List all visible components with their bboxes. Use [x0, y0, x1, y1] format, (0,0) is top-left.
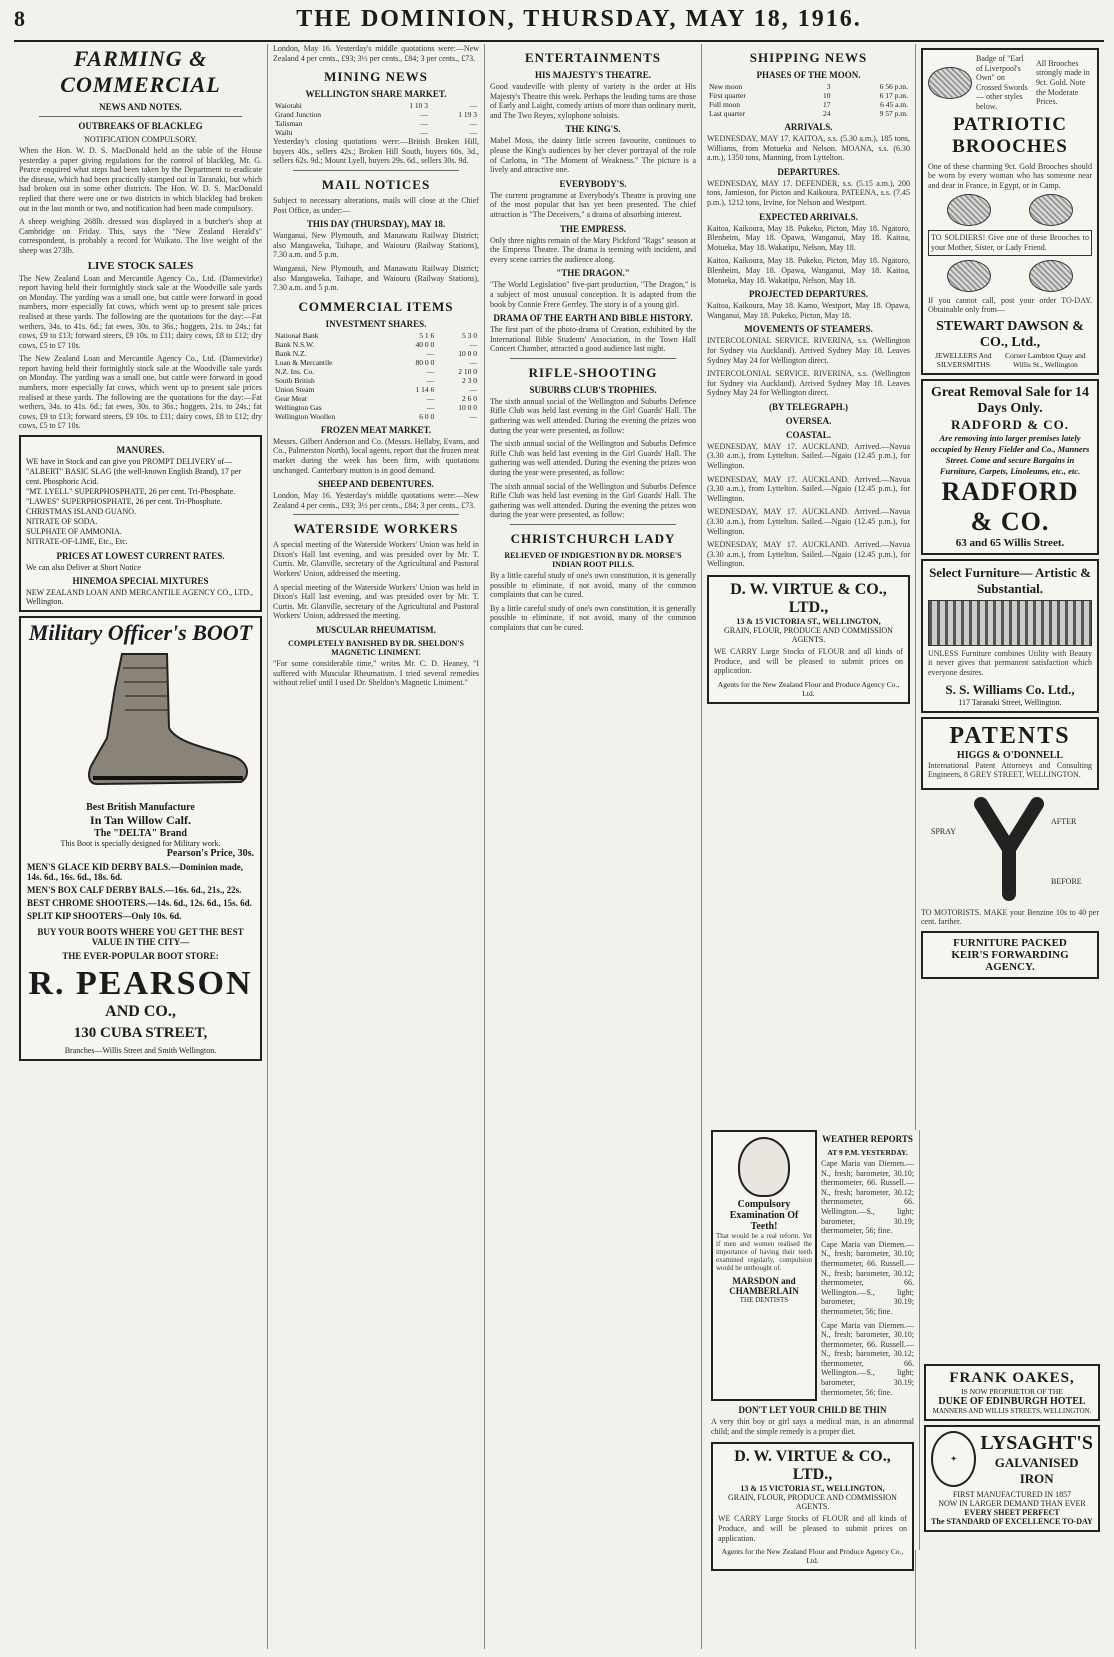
departures-heading: DEPARTURES.: [777, 166, 840, 177]
livestock-heading: LIVE STOCK SALES: [87, 259, 194, 272]
lysaght-galvanised: GALVANISED: [994, 1454, 1079, 1470]
boot-line: BEST CHROME SHOOTERS.—14s. 6d., 12s. 6d., 15s. 6d.: [27, 898, 252, 909]
divider: [510, 358, 676, 359]
marsden-sub: THE DENTISTS: [739, 1296, 789, 1304]
coastal-heading: COASTAL.: [785, 429, 832, 440]
cell: 2 6 0: [462, 393, 477, 403]
lysaght-line: EVERY SHEET PERFECT: [964, 1508, 1060, 1517]
waterside-article: A special meeting of the Waterside Workers' Union was held in Dixon's Hall last evening, and was presided over by Mr. T. Curtis. Mr. Glanville, secretary of the Agricultural and Pastoral Workers' Union, addressed the meeting.: [273, 582, 479, 621]
virtue-address: 13 & 15 VICTORIA ST., WELLINGTON,: [736, 617, 881, 626]
brooch-icon: [947, 194, 991, 226]
radford-big-name: RADFORD & CO.: [941, 476, 1079, 536]
waterside-heading: WATERSIDE WORKERS: [293, 521, 459, 537]
lysaght-header: [931, 1431, 1093, 1487]
cell: Loan & Mercantile: [275, 357, 333, 367]
christchurch-article: By a little careful study of one's own constitution, it is generally possible to eliminate, if not avoid, many of the common complaints that can be cured.: [490, 571, 696, 600]
cell: South British: [275, 375, 315, 385]
brooch-icon: [1029, 194, 1073, 226]
rifle-article: The sixth annual social of the Wellington and Suburbs Defence Rifle Club was held last evening in the Girl Guards' Hall. The gathering was well attended. During the evening the prizes won during the year were presented, as follow:: [490, 481, 696, 520]
cell: 3: [826, 82, 831, 91]
virtue-advert: [707, 575, 910, 704]
divider: [293, 170, 459, 171]
cell: —: [426, 348, 435, 358]
departures-text: WEDNESDAY, MAY 17. DEFENDER, s.s. (5.15 a.m.), 200 tons, Jamieson, for Picton and Kaikoura. PATEENA, s.s. (7.45 p.m.), 1212 tons, Irvine, for Nelson and Westport.: [707, 178, 910, 207]
cell: Grand Junction: [275, 110, 322, 120]
boot-store: THE EVER-POPULAR BOOT STORE:: [62, 951, 219, 962]
cell: Waihi: [275, 128, 293, 138]
stewart-name: STEWART DAWSON & CO., Ltd.,: [936, 318, 1084, 350]
cell: 9 57 p.m.: [879, 109, 908, 118]
weather-text: Cape Maria van Diemen.—N., fresh; barometer, 30.10; thermometer, 66. Russell.—N., fresh; barometer, 30.12; thermometer, 66. Wellington.—S., light; barometer, 30.19; thermometer, 56; fine.: [821, 1320, 914, 1397]
cell: 80 0 0: [415, 357, 435, 367]
kings-heading: THE KING'S.: [565, 124, 621, 135]
keir-agency: KEIR'S FORWARDING AGENCY.: [951, 948, 1069, 973]
manures-heading: MANURES.: [116, 445, 165, 456]
patriotic-title: PATRIOTIC BROOCHES: [952, 113, 1068, 157]
boot-footer: BUY YOUR BOOTS WHERE YOU GET THE BEST VALUE IN THE CITY—: [37, 927, 244, 948]
mail-notices-heading: MAIL NOTICES: [321, 176, 431, 192]
cell: —: [469, 339, 477, 349]
soldiers-text: TO SOLDIERS! Give one of these Brooches to your Mother, Sister, or Lady Friend.: [928, 230, 1092, 255]
masthead: [14, 6, 1104, 42]
cell: 10 0 0: [458, 402, 477, 412]
newspaper-title: THE DOMINION, THURSDAY, MAY 18, 1916.: [296, 6, 862, 32]
virtue-name: D. W. VIRTUE & CO., LTD.,: [734, 1448, 891, 1484]
cell: 10: [822, 91, 831, 100]
thin-child-heading: DON'T LET YOUR CHILD BE THIN: [738, 1405, 887, 1416]
manure-item: "LAWES" SUPERPHOSPHATE, 26 per cent. Tri-Phosphate.: [26, 497, 223, 507]
table-row: [273, 331, 479, 340]
cell: —: [426, 402, 435, 412]
williams-address: 117 Taranaki Street, Wellington.: [958, 697, 1062, 707]
coastal-text: WEDNESDAY, MAY 17. AUCKLAND. Arrived.—Navua (3.30 a.m.), from Lyttelton. Sailed.—Ngaio (12.45 p.m.), for Wellington.: [707, 507, 910, 536]
mining-subheading: WELLINGTON SHARE MARKET.: [305, 89, 447, 100]
cell: Bank N.Z.: [275, 348, 307, 358]
weather-text: Cape Maria van Diemen.—N., fresh; barometer, 30.10; thermometer, 66. Russell.—N., fresh; barometer, 30.12; thermometer, 66. Wellington.—S., light; barometer, 30.19; thermometer, 56; fine.: [821, 1239, 914, 1316]
furniture-advert: [921, 559, 1099, 713]
manure-item: "ALBERT" BASIC SLAG (the well-known English Brand), 17 per cent. Phosphoric Acid.: [26, 467, 242, 487]
cell: 5 3 0: [462, 330, 477, 340]
radford-name: RADFORD & CO.: [950, 416, 1070, 432]
table-row: [273, 110, 479, 119]
dentist-advert: [711, 1130, 817, 1401]
patents-title: PATENTS: [949, 722, 1071, 749]
teeth-title: Compulsory Examination Of Teeth!: [729, 1199, 799, 1232]
cell: N.Z. Ins. Co.: [275, 366, 315, 376]
table-row: [707, 100, 910, 109]
boot-illustration: [27, 648, 254, 798]
spray-icon: [921, 794, 1097, 904]
virtue-trade: GRAIN, FLOUR, PRODUCE AND COMMISSION AGENTS.: [724, 626, 893, 644]
liverpool-badge-text: Badge of "Earl of Liverpool's Own" on Crossed Swords — other styles below.: [976, 54, 1028, 111]
debentures-article: London, May 16. Yesterday's middle quotations were:—New Zealand 4 per cents., £93; 3½ per cents., £84; 3 per cents., £73.: [273, 491, 479, 510]
rheumatism-subheading: COMPLETELY BANISHED BY DR. SHELDON'S MAGNETIC LINIMENT.: [288, 639, 464, 658]
frank-name: FRANK OAKES,: [949, 1370, 1075, 1386]
investment-subheading: INVESTMENT SHARES.: [325, 318, 427, 329]
christchurch-subheading: RELIEVED OF INDIGESTION BY DR. MORSE'S INDIAN ROOT PILLS.: [504, 551, 682, 569]
brooch-note: All Brooches strongly made in 9ct. Gold. Note the Moderate Prices.: [1036, 58, 1090, 107]
cell: 1 19 3: [458, 110, 477, 120]
everybodys-article: The current programme at Everybody's Theatre is proving one of the most popular that has yet been presented. The chief attraction is "The Deceivers," a drama of absorbing interest.: [490, 190, 696, 219]
oversea-heading: OVERSEA.: [785, 415, 832, 426]
movements-heading: MOVEMENTS OF STEAMERS.: [744, 324, 873, 335]
table-row: [273, 349, 479, 358]
lysaght-name: LYSAGHT'S: [980, 1431, 1093, 1454]
frank-oakes-advert: [924, 1364, 1100, 1421]
table-row: [273, 412, 479, 421]
patents-firm: HIGGS & O'DONNELL: [956, 749, 1064, 761]
table-row: [707, 109, 910, 118]
bank-article: London, May 16. Yesterday's middle quotations were:—New Zealand 4 per cents., £93; 3½ per cents., £84; 3 per cents., £73.: [273, 44, 479, 63]
cell: —: [469, 411, 477, 421]
boot-line: Best British Manufacture: [86, 802, 195, 814]
cell: 10 0 0: [458, 348, 477, 358]
weather-column: [821, 1130, 914, 1401]
military-boot-title: Military Officer's BOOT: [28, 620, 253, 646]
dragon-article: "The World Legislation" five-part production, "The Dragon," is a subject of most unusual conception. It is adapted from the book by Connie Frere Gerrley. The story is of a young girl.: [490, 280, 696, 309]
cell: Talisman: [275, 119, 303, 129]
cell: 6 56 p.m.: [879, 82, 908, 91]
arrivals-text: WEDNESDAY, MAY 17. KAITOA, s.s. (5.30 a.m.), 185 tons, Williams, from Motueka and Nelson. MOANA, s.s. (6.30 a.m.), 1350 tons, Manning, from Lyttelton.: [707, 134, 910, 163]
boot-line: MEN'S BOX CALF DERBY BALS.—16s. 6d., 21s., 22s.: [27, 885, 242, 896]
radford-advert: [921, 379, 1099, 555]
patents-text: International Patent Attorneys and Consulting Engineers, 8 GREY STREET, WELLINGTON.: [928, 760, 1092, 780]
cell: Wellington Gas: [275, 402, 322, 412]
patents-advert: [921, 717, 1099, 790]
pearson-name: R. PEARSON: [28, 965, 253, 1003]
brooch-icon: [947, 260, 991, 292]
waterside-article: A special meeting of the Waterside Workers' Union was held in Dixon's Hall last evening, and was presided over by Mr. T. Curtis. Mr. Glanville, secretary of the Agricultural and Pastoral Workers' Union, addressed the meeting.: [273, 540, 479, 579]
empress-article: Only three nights remain of the Mary Pickford "Rags" season at the Empress Theatre. The drama is teeming with incident, and every scene carries the audience along.: [490, 235, 696, 264]
pearson-branches: Branches—Willis Street and Smith Wellington.: [64, 1046, 217, 1056]
cell: Gear Meat: [275, 393, 307, 403]
manure-item: NITRATE-OF-LIME, Etc., Etc.: [26, 537, 128, 547]
lysaght-iron: IRON: [1019, 1470, 1054, 1486]
cell: 2 10 0: [458, 366, 477, 376]
pearson-and: AND CO.,: [105, 1003, 176, 1021]
table-row: [273, 367, 479, 376]
column-entertainments: [485, 44, 702, 1649]
cell: 6 0 0: [419, 411, 435, 421]
manure-item: NITRATE OF SODA.: [26, 517, 98, 527]
cell: —: [469, 357, 477, 367]
coastal-text: WEDNESDAY, MAY 17. AUCKLAND. Arrived.—Navua (3.30 a.m.), from Lyttelton. Sailed.—Ngaio (12.45 p.m.), for Wellington.: [707, 474, 910, 503]
marsden-name: MARSDON and CHAMBERLAIN: [729, 1276, 799, 1296]
teeth-weather-block: [706, 1130, 920, 1566]
cell: National Bank: [275, 330, 319, 340]
dragon-heading: "THE DRAGON.": [556, 268, 630, 279]
pearson-boot-advert: [19, 616, 262, 1061]
boot-line: MEN'S GLACE KID DERBY BALS.—Dominion made, 14s. 6d., 16s. 6d., 18s. 6d.: [27, 862, 243, 883]
table-row: [273, 403, 479, 412]
rheumatism-article: "For some considerable time," writes Mr. C. D. Heaney, "I suffered with Muscular Rheumatism. I tried several remedies without relief until I used Dr. Sheldon's Magnetic Liniment.": [273, 659, 479, 688]
mining-table: [273, 101, 479, 137]
cell: —: [469, 101, 477, 111]
boot-line: In Tan Willow Calf.: [90, 813, 191, 828]
cell: —: [469, 384, 477, 394]
lysaght-line: FIRST MANUFACTURED IN 1857: [952, 1490, 1072, 1499]
svg-text:SPRAY: SPRAY: [931, 826, 957, 836]
cell: Full moon: [709, 100, 741, 109]
frank-sub: IS NOW PROPRIETOR OF THE: [961, 1387, 1063, 1396]
divider: [510, 524, 676, 525]
cell: 6 45 a.m.: [880, 100, 908, 109]
boot-line: The "DELTA" Brand: [94, 828, 187, 840]
manure-item: SULPHATE OF AMMONIA.: [26, 527, 122, 537]
christchurch-article: By a little careful study of one's own constitution, it is generally possible to eliminate, if not avoid, many of the common complaints that can be cured.: [490, 603, 696, 632]
boot-price: Pearson's Price, 30s.: [166, 848, 254, 860]
column-farming: [14, 44, 268, 1649]
manure-item: "MT. LYELL" SUPERPHOSPHATE, 26 per cent. Tri-Phosphate.: [26, 487, 236, 497]
majesty-heading: HIS MAJESTY'S THEATRE.: [535, 70, 651, 80]
motorists-text: TO MOTORISTS. MAKE your Benzine 10s to 40 per cent. farther.: [921, 907, 1099, 927]
duke-name: DUKE OF EDINBURGH HOTEL: [938, 1396, 1086, 1407]
entertainments-heading: ENTERTAINMENTS: [524, 50, 662, 65]
movements-text: INTERCOLONIAL SERVICE. RIVERINA, s.s. (Wellington for Sydney via Auckland). Arrived Sydney May 18. Leaves Sydney May 24 for Wellington direct.: [707, 336, 910, 365]
virtue-advert-bottom: [711, 1442, 914, 1571]
teeth-text: That would be a real reform. Yet if men and women realised the importance of having their teeth examined regularly, compulsion would be unthought of.: [716, 1232, 812, 1272]
kings-article: Mabel Moss, the dainty little screen favourite, continues to please the King's audiences by her clever portrayal of the role of Carlotta, in "The Moment of Weakness." The picture is a lively and attractive one.: [490, 136, 696, 175]
cell: New moon: [709, 82, 743, 91]
spray-illustration: [921, 794, 1099, 904]
arrivals-heading: ARRIVALS.: [784, 122, 833, 132]
removal-title: Great Removal Sale for 14 Days Only.: [930, 384, 1090, 416]
farming-section-title: FARMING & COMMERCIAL: [60, 46, 221, 97]
thin-child-text: A very thin boy or girl says a medical man, is an abnormal child; and the simple remedy is a proper diet.: [711, 1417, 914, 1436]
table-row: [273, 340, 479, 349]
table-row: [273, 128, 479, 137]
virtue-text: WE CARRY Large Stocks of FLOUR and all kinds of Produce, and will be pleased to submit prices on application.: [714, 647, 903, 676]
patriotic-text: One of these charming 9ct. Gold Brooches should be worn by every woman who has someone near and dear in France, in Egypt, or in Camp.: [928, 161, 1092, 190]
furniture-illustration: [928, 600, 1092, 646]
projected-heading: PROJECTED DEPARTURES.: [748, 289, 869, 300]
teeth-weather-row: [711, 1130, 914, 1401]
coastal-text: WEDNESDAY, MAY 17. AUCKLAND. Arrived.—Navua (3.30 a.m.), from Lyttelton. Sailed.—Ngaio (12.45 p.m.), for Wellington.: [707, 540, 910, 569]
cell: —: [420, 119, 428, 129]
manures-list: [26, 457, 255, 547]
boot-line: This Boot is specially designed for Military work.: [60, 839, 221, 849]
brooch-icon: [928, 67, 972, 99]
frozen-meat-article: Messrs. Gilbert Anderson and Co. (Messrs. Hellaby, Evans, and Co., Palmerston North), local agents, report that the frozen meat market during the week has been firm, with quotations unchanged. Canterbury mutton is in good demand.: [273, 436, 479, 475]
rifle-heading: RIFLE-SHOOTING: [528, 364, 658, 380]
shipping-heading: SHIPPING NEWS: [749, 50, 868, 65]
cell: 2 3 0: [462, 375, 477, 385]
majesty-article: Good vaudeville with plenty of variety is the order at His Majesty's Theatre this week. Perhaps the leading turns are those of Early and Laight, comedy artists of more than ordinary merit, and The Two Reyes, xylophone soloists.: [490, 82, 696, 120]
column-commerce: [268, 44, 485, 1649]
manures-special: HINEMOA SPECIAL MIXTURES: [72, 576, 209, 587]
projected-text: Kaitoa, Kaikoura, May 18. Kamo, Westport, May 18. Opawa, Wanganui, May 18. Pukeko, Picton, May 18.: [707, 301, 910, 320]
moon-phases-heading: PHASES OF THE MOON.: [756, 70, 861, 80]
cell: First quarter: [709, 91, 746, 100]
boot-line: SPLIT KIP SHOOTERS—Only 10s. 6d.: [27, 911, 182, 922]
rifle-article: The sixth annual social of the Wellington and Suburbs Defence Rifle Club was held last evening in the Girl Guards' Hall. The gathering was well attended. During the evening the prizes won during the year were presented, as follow:: [490, 439, 696, 478]
cell: Last quarter: [709, 109, 746, 118]
empress-heading: THE EMPRESS.: [559, 223, 626, 234]
mail-day: THIS DAY (THURSDAY), MAY 18.: [306, 219, 446, 230]
stewart-info: [928, 351, 1092, 369]
mail-notices-intro: Subject to necessary alterations, mails will close at the Chief Post Office, as under:—: [273, 195, 479, 215]
drama-article: The first part of the photo-drama of Creation, exhibited by the International Bible Students' Association, in the Town Hall Concert Chamber, attracted a good audience last night.: [490, 325, 696, 354]
livestock-article-cont: The New Zealand Loan and Mercantile Agency Co., Ltd. (Dannevirke) report having held their fortnightly stock sale at the Woodville sale yards on Monday. The yarding was a small one, but cattle were forward in good numbers, more especially fat cows, which went up to present sale prices realised at these yards. The following are the quotations for the day:—Fat wethers, 34s. to 41s. 6d.; fat ewes, 30s. to 36s.; hoggets, 21s. to 24s.; fat cows, £9 to £13; forward steers, £9 10s. to £11; dairy cows, £8 to £12; dry cows, £5 to £7 10s.: [19, 354, 262, 431]
drama-heading: DRAMA OF THE EARTH AND BIBLE HISTORY.: [493, 313, 693, 324]
mail-notices-text: Wanganui, New Plymouth, and Manawatu Railway District; also Mangaweka, Taihape, and Waiouru (Railway Stations), 7.30 a.m. and 5 p.m.: [273, 263, 479, 293]
table-row: [273, 394, 479, 403]
weather-subheading: AT 9 P.M. YESTERDAY.: [827, 1148, 908, 1157]
lysaght-line: NOW IN LARGER DEMAND THAN EVER: [938, 1499, 1086, 1508]
table-row: [273, 101, 479, 110]
mining-heading: MINING NEWS: [324, 69, 428, 85]
weather-heading: WEATHER REPORTS: [822, 1134, 913, 1144]
expected-text: Kaitoa, Kaikoura, May 18. Pukeko, Picton, May 18. Ngatoro, Blenheim, May 18. Opawa, Wanganui, May 18. Kaitoa, Motueka, May 18. Wakatipu, Nelson, May 18.: [707, 223, 910, 252]
table-row: [273, 385, 479, 394]
boot-icon: [27, 648, 257, 798]
divider: [293, 514, 459, 515]
weather-text: Cape Maria van Diemen.—N., fresh; barometer, 30.10; thermometer, 66. Russell.—N., fresh; barometer, 30.12; thermometer, 66. Wellington.—S., light; barometer, 30.19; thermometer, 56; fine.: [821, 1159, 914, 1236]
cell: —: [469, 119, 477, 129]
manures-advert: [19, 435, 262, 612]
virtue-address: 13 & 15 VICTORIA ST., WELLINGTON,: [740, 1484, 885, 1494]
cell: Waiotahi: [275, 101, 302, 111]
page-number: 8: [14, 6, 25, 31]
cell: 40 0 0: [415, 339, 435, 349]
cell: —: [469, 128, 477, 138]
manures-prices: PRICES AT LOWEST CURRENT RATES.: [56, 551, 225, 562]
virtue-footer: Agents for the New Zealand Flour and Produce Agency Co., Ltd.: [721, 1547, 904, 1566]
lysaght-advert: [924, 1425, 1100, 1532]
blackleg-subheading: NOTIFICATION COMPULSORY.: [84, 135, 197, 144]
blackleg-heading: OUTBREAKS OF BLACKLEG: [78, 121, 203, 131]
expected-text: Kaitoa, Kaikoura, May 18. Pukeko, Picton, May 18. Ngatoro, Blenheim, May 18. Opawa, Wanganui, May 18. Kaitoa, Motueka, May 18. Wakatipu, Nelson, May 18.: [707, 256, 910, 285]
coastal-text: WEDNESDAY, MAY 17. AUCKLAND. Arrived.—Navua (3.30 a.m.), from Lyttelton. Sailed.—Ngaio (12.45 p.m.), for Wellington.: [707, 441, 910, 471]
cell: Union Steam: [275, 384, 315, 394]
brooch-gallery: [928, 194, 1092, 226]
commercial-heading: COMMERCIAL ITEMS: [298, 298, 454, 314]
brooch-icon: [1029, 260, 1073, 292]
mail-notices-text: Wanganui, New Plymouth, and Manawatu Railway District; also Mangaweka, Taihape, and Waiouru (Railway Stations), 7.30 a.m. and 5 p.m.: [273, 231, 479, 260]
cell: 24: [822, 109, 831, 118]
rifle-article: The sixth annual social of the Wellington and Suburbs Defence Rifle Club was held last evening in the Girl Guards' Hall. The gathering was well attended. During the evening the prizes won during the year were presented, as follow:: [490, 396, 696, 435]
radford-text: Are removing into larger premises lately occupied by Henry Fielder and Co., Manners Street. Come and secure Bargains in Furniture, Carpets, Linoleums, etc., etc.: [930, 432, 1090, 476]
hotel-iron-block: [920, 1360, 1104, 1650]
face-icon: [738, 1137, 790, 1197]
sheep-record-article: A sheep weighing 268lb. dressed was displayed in a butcher's shop at Cambridge on Friday. This, says the "New Zealand Herald's" correspondent, is probably a record for Waikato. The live weight of the sheep was 273lb.: [19, 217, 262, 255]
table-row: [273, 119, 479, 128]
cell: —: [426, 393, 435, 403]
divider: [39, 116, 242, 117]
furniture-packed-advert: [921, 931, 1099, 979]
cell: —: [420, 128, 428, 138]
manure-item: WE have in Stock and can give you PROMPT DELIVERY of—: [26, 457, 233, 467]
moon-phases-table: [707, 82, 910, 118]
virtue-footer: Agents for the New Zealand Flour and Produce Agency Co., Ltd.: [717, 679, 900, 698]
everybodys-heading: EVERYBODY'S.: [559, 178, 627, 189]
manures-also: We can also Deliver at Short Notice: [26, 563, 141, 573]
trade-mark-icon: ✦: [931, 1431, 976, 1487]
cell: 5 1 6: [419, 330, 435, 340]
radford-address: 63 and 65 Willis Street.: [955, 536, 1065, 549]
pearson-address: 130 CUBA STREET,: [73, 1025, 208, 1042]
svg-text:AFTER: AFTER: [1051, 816, 1077, 826]
svg-text:BEFORE: BEFORE: [1051, 876, 1082, 886]
manures-agency: NEW ZEALAND LOAN AND MERCANTILE AGENCY CO., LTD., Wellington.: [26, 588, 254, 607]
select-text: UNLESS Furniture combines Utility with Beauty it never gives that permanent satisfaction which everyone desires.: [928, 648, 1092, 677]
rifle-subheading: SUBURBS CLUB'S TROPHIES.: [529, 384, 657, 395]
blackleg-article: When the Hon. W. D. S. MacDonald held an the table of the House yesterday a paper giving regulations for the control of blackleg, Mr. G. Pearce enquired what steps had been taken by the Department to eradicate the disease, which had been practically stamped out in Taranaki, but which had broken out in some other districts. The Hon. W. D. S. MacDonald replied that there were one or two districts in which blackleg had broken out in the last month or two, and notification had been made compulsory.: [19, 146, 262, 213]
table-row: [707, 82, 910, 91]
virtue-trade: GRAIN, FLOUR, PRODUCE AND COMMISSION AGENTS.: [728, 1493, 897, 1512]
frozen-meat-heading: FROZEN MEAT MARKET.: [320, 424, 432, 435]
stewart-address: Corner Lambton Quay and Willis St., Wellington: [1005, 350, 1086, 369]
virtue-text: WE CARRY Large Stocks of FLOUR and all kinds of Produce, and will be pleased to submit prices on application.: [718, 1514, 907, 1543]
order-note: If you cannot call, post your order TO-DAY. Obtainable only from—: [928, 295, 1092, 315]
cell: 1 14 6: [415, 384, 435, 394]
cell: 1 10 3: [409, 101, 428, 111]
shares-table: [273, 331, 479, 421]
cell: —: [420, 110, 428, 120]
news-notes-title: NEWS AND NOTES.: [99, 102, 182, 112]
select-title: Select Furniture— Artistic & Substantial.: [929, 564, 1091, 596]
furniture-packed-title: FURNITURE PACKED: [953, 936, 1067, 949]
williams-name: S. S. Williams Co. Ltd.,: [945, 681, 1075, 697]
brooch-gallery: [928, 260, 1092, 292]
lysaght-line: The STANDARD OF EXCELLENCE TO-DAY: [931, 1517, 1093, 1526]
table-row: [273, 358, 479, 367]
cell: Wellington Woollen: [275, 411, 336, 421]
expected-heading: EXPECTED ARRIVALS.: [759, 211, 858, 222]
brooches-advert: [921, 48, 1099, 375]
brooch-header: [928, 54, 1092, 112]
table-row: [273, 376, 479, 385]
sheep-debentures-heading: SHEEP AND DEBENTURES.: [318, 479, 434, 490]
cell: 6 17 p.m.: [879, 91, 908, 100]
table-row: [707, 91, 910, 100]
cell: —: [426, 366, 435, 376]
duke-address: MANNERS AND WILLIS STREETS, WELLINGTON.: [932, 1407, 1092, 1415]
telegraph-heading: (BY TELEGRAPH.): [768, 401, 848, 412]
virtue-name: D. W. VIRTUE & CO., LTD.,: [730, 581, 887, 616]
rheumatism-heading: MUSCULAR RHEUMATISM.: [316, 625, 436, 636]
christchurch-heading: CHRISTCHURCH LADY: [510, 531, 676, 546]
stewart-sub: JEWELLERS And SILVERSMITHS: [935, 350, 992, 369]
cell: 17: [822, 100, 831, 109]
livestock-article: The New Zealand Loan and Mercantile Agency Co., Ltd. (Dannevirke) report having held their fortnightly stock sale at the Woodville sale yards on Monday. The yarding was a small one, but cattle were forward in good numbers, more especially fat cows, which went up to present sale prices realised at these yards. The following are the quotations for the day:—Fat wethers, 34s. to 41s. 6d.; fat ewes, 30s. to 36s.; hoggets, 21s. to 24s.; fat cows, £9 to £13; forward steers, £9 10s. to £11; dairy cows, £8 to £12; dry cows, £5 to £7 10s.: [19, 273, 262, 350]
mining-article: Yesterday's closing quotations were:—British Broken Hill, buyers 40s., sellers 42s.; Broken Hill South, buyers 60s. 3d., sellers 62s. 9d.; Mount Lyell, buyers 29s. 6d., sellers 30s. 9d.: [273, 137, 479, 166]
cell: —: [426, 375, 435, 385]
cell: Bank N.S.W.: [275, 339, 315, 349]
manure-item: CHRISTMAS ISLAND GUANO.: [26, 507, 137, 517]
movements-text: INTERCOLONIAL SERVICE. RIVERINA, s.s. (Wellington for Sydney via Auckland). Arrived Sydney May 18. Leaves Sydney May 24 for Wellington direct.: [707, 369, 910, 398]
